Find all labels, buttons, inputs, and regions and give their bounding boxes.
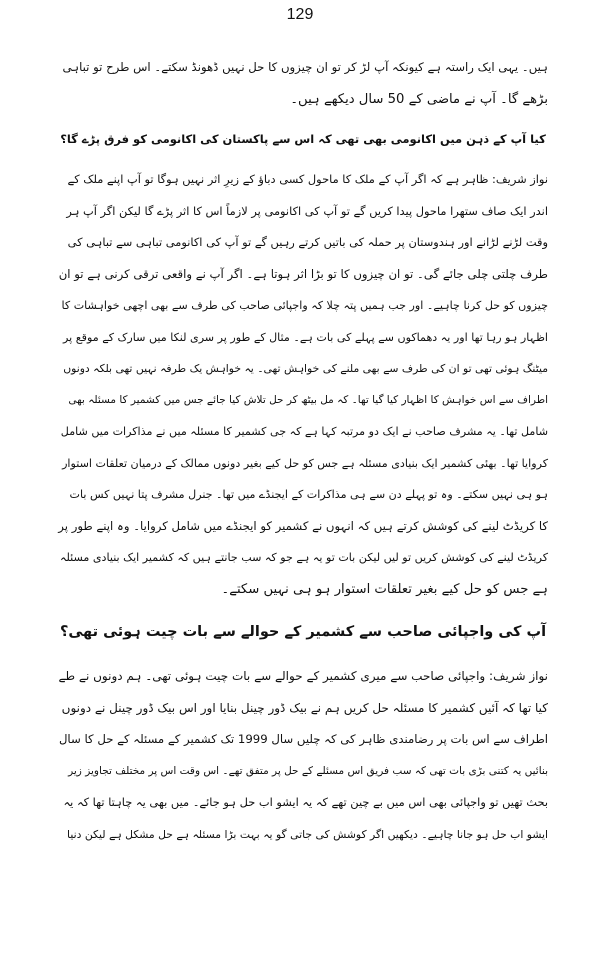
text-line: وقت لڑنے لڑانے اور ہندوستان پر حملہ کی باتیں کرتے رہیں گے تو آپ کی اکانومی تباہی سے تباہی کی — [67, 235, 548, 249]
text-line: اطراف سے اس بات پر رضامندی ظاہر کی کہ چلیں سال 1999 تک کشمیر کے مسئلہ کے حل کا سال — [58, 732, 548, 746]
text-line: بڑھے گا۔ آپ نے ماضی کے 50 سال دیکھے ہیں۔ — [290, 91, 548, 107]
question-heading-1: کیا آپ کے ذہن میں اکانومی بھی تھی کہ اس سے پاکستان کی اکانومی کو فرق پڑے گا؟ — [60, 132, 546, 146]
text-line: شامل تھا۔ یہ مشرف صاحب نے ایک دو مرتبہ کہا ہے کہ جی کشمیر کا مسئلہ میں نے مذاکرات میں شامل — [60, 425, 548, 438]
text-line: اظہار ہو رہا تھا اور یہ دھماکوں سے پہلے کی بات ہے۔ مثال کے طور پر سری لنکا میں سارک کے موقع پر — [63, 330, 548, 344]
page-content — [58, 52, 548, 850]
text-line: کیا تھا کہ آئیں کشمیر کا مسئلہ حل کریں ہم نے بیک ڈور چینل بنایا اور اس بیک ڈور چینل نے دونوں — [61, 700, 548, 715]
text-line: بحث تھیں تو واجپائی بھی اس میں بے چین تھے کہ یہ ایشو اب حل ہو جائے۔ میں بھی یہ چاہتا تھا کہ یہ — [63, 795, 548, 809]
text-line: ایشو اب حل ہو جانا چاہیے۔ دیکھیں اگر کوشش کی جاتی گو یہ بہت بڑا مسئلہ ہے حل مشکل ہے لیکن دنیا — [67, 827, 548, 841]
text-line: کروایا تھا۔ بھئی کشمیر ایک بنیادی مسئلہ ہے جس کو حل کیے بغیر دونوں ممالک کے درمیان تعلقات استوار — [62, 456, 548, 470]
text-line: ہے جس کو حل کیے بغیر تعلقات استوار ہو ہی نہیں سکتے۔ — [221, 581, 548, 597]
text-line: نواز شریف: واجپائی صاحب سے میری کشمیر کے حوالے سے بات چیت ہوئی تھی۔ ہم دونوں نے طے — [58, 669, 548, 683]
answer-paragraph-1 — [58, 164, 548, 605]
text-line: بنائیں یہ کتنی بڑی بات تھی کہ سب فریق اس مسئلے کے حل پر متفق تھے۔ اس وقت اس پر مختلف تجاویز زیر — [68, 764, 548, 777]
text-line: کا کریڈٹ لینے کی کوشش کرتے ہیں کہ انہوں نے کشمیر کو ایجنڈے میں شامل کروایا۔ وہ اپنے طور پر — [58, 518, 548, 533]
text-line: کریڈٹ لینے کی کوشش کریں تو لیں لیکن بات تو یہ ہے جو کہ سب جانتے ہیں کہ کشمیر ایک بنیادی مسئلہ — [59, 551, 548, 564]
text-line: اندر ایک صاف ستھرا ماحول پیدا کریں گے تو آپ کی اکانومی پر لازماً اس کا اثر پڑے گا لیکن اگر آپ ہر — [66, 203, 548, 218]
text-line: طرف چلتی چلی جائے گی۔ تو ان چیزوں کا تو بڑا اثر ہوتا ہے۔ اگر آپ نے واقعی ترقی کرنی ہے تو ان — [58, 266, 548, 281]
question-heading-2: آپ کی واجپائی صاحب سے کشمیر کے حوالے سے بات چیت ہوئی تھی؟ — [59, 624, 547, 640]
text-line: میٹنگ ہوئی تھی تو ان کی طرف سے بھی ملنے کی خواہش تھی۔ یہ خواہش یک طرفہ نہیں تھی بلکہ دونوں — [63, 362, 548, 375]
answer-paragraph-2 — [58, 661, 548, 850]
text-line: نواز شریف: ظاہر ہے کہ اگر آپ کے ملک کا ماحول کسی دباؤ کے زیرِ اثر نہیں ہوگا تو آپ اپنے ملک کے — [67, 172, 548, 186]
text-line: ہیں۔ یہی ایک راستہ ہے کیونکہ آپ لڑ کر تو ان چیزوں کا حل نہیں ڈھونڈ سکتے۔ اس طرح تو تباہی — [62, 60, 548, 74]
text-line: اطراف سے اس خواہش کا اظہار کیا گیا تھا۔ کہ مل بیٹھ کر حل تلاش کیا جائے جس میں کشمیر کا مسئلہ بھی — [68, 393, 548, 406]
page-number: 129 — [286, 6, 314, 23]
text-line: چیزوں کو حل کرنا چاہیے۔ اور جب ہمیں پتہ چلا کہ واجپائی صاحب کی طرف سے بھی اچھی خواہشات کا — [61, 299, 548, 312]
intro-paragraph — [58, 52, 548, 115]
text-line: ہو ہی نہیں سکتے۔ وہ تو پہلے دن سے ہی مذاکرات کے ایجنڈے میں تھا۔ جنرل مشرف پتا نہیں کس بات — [69, 488, 548, 501]
